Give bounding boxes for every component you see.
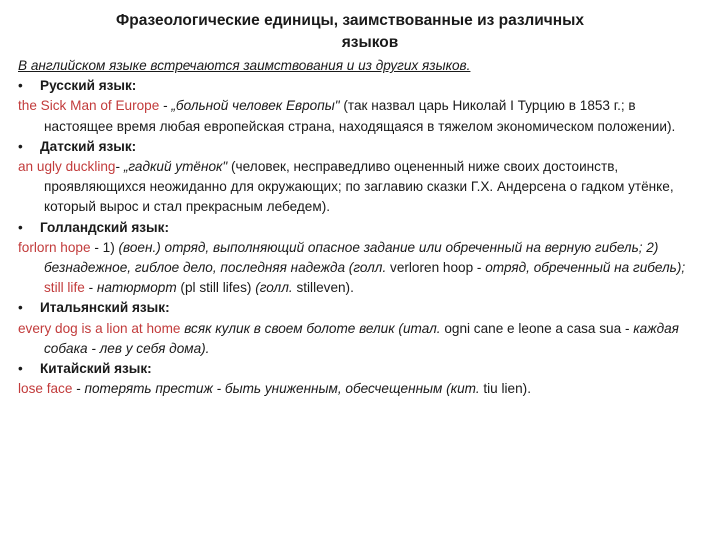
note: (так назвал царь Николай I Турцию в 1853 г.; в настоящее время любая европейская страна, находящаяся в тяжелом экономическом положении).	[44, 98, 676, 134]
section-heading-russian: • Русский язык:	[18, 76, 708, 96]
translation: „больной человек Европы"	[171, 98, 340, 114]
section-heading-chinese: • Китайский язык:	[18, 359, 708, 379]
translation: „гадкий утёнок"	[123, 159, 228, 175]
entry-italian: every dog is a lion at home всяк кулик в своем болоте велик (итал. ogni cane e leone a casa sua - каждая собака - лев у себя дома).	[18, 320, 679, 356]
phrase-lose-face: lose face	[18, 381, 73, 397]
entry-russian: the Sick Man of Europe - „больной человек Европы" (так назвал царь Николай I Турцию в 1853 г.; в настоящее время любая европейская страна, находящаяся в тяжелом экономическом положении).	[18, 98, 676, 134]
bullet-icon: •	[18, 138, 23, 154]
phrase-still-life: still life	[44, 280, 85, 296]
entry-dutch: forlorn hope - 1) (воен.) отряд, выполняющий опасное задание или обреченный на верную гибель; 2) безнадежное, гиблое дело, последняя надежда (голл. verloren hoop - отряд, обреченный на гибель); still life - натюрморт (pl still lifes) (голл. stilleven).	[18, 239, 686, 296]
entry-chinese: lose face - потерять престиж - быть униженным, обесчещенным (кит. tiu lien).	[18, 381, 531, 397]
phrase-forlorn-hope: forlorn hope	[18, 239, 91, 255]
bullet-icon: •	[18, 219, 23, 235]
bullet-icon: •	[18, 300, 23, 316]
section-heading-dutch: • Голландский язык:	[18, 218, 708, 238]
bullet-icon: •	[18, 78, 23, 94]
slide-body	[18, 56, 708, 399]
entry-danish: an ugly duckling- „гадкий утёнок" (человек, несправедливо оцененный ниже своих достоинств, проявляющихся неожиданно для окружающих; по заглавию сказки Г.Х. Андерсена о гадком утёнке, который вырос и стал прекрасным лебедем).	[18, 159, 674, 215]
phrase-ugly-duckling: an ugly duckling	[18, 159, 116, 175]
intro-text: В английском языке встречаются заимствования и из других языков.	[18, 58, 471, 73]
slide-title	[30, 10, 670, 54]
bullet-icon: •	[18, 361, 23, 377]
section-heading-italian: • Итальянский язык:	[18, 298, 708, 318]
slide-title-line-2: языков	[341, 34, 399, 51]
section-heading-danish: • Датский язык:	[18, 137, 708, 157]
note: (человек, несправедливо оцененный ниже своих достоинств, проявляющихся неожиданно для окружающих; по заглавию сказки Г.Х. Андерсена о гадком утёнке, который вырос и стал прекрасным лебедем).	[44, 159, 674, 215]
phrase-sick-man: the Sick Man of Europe	[18, 98, 160, 114]
phrase-every-dog: every dog is a lion at home	[18, 320, 181, 336]
slide-title-line-1: Фразеологические единицы, заимствованные из различных	[116, 12, 584, 29]
